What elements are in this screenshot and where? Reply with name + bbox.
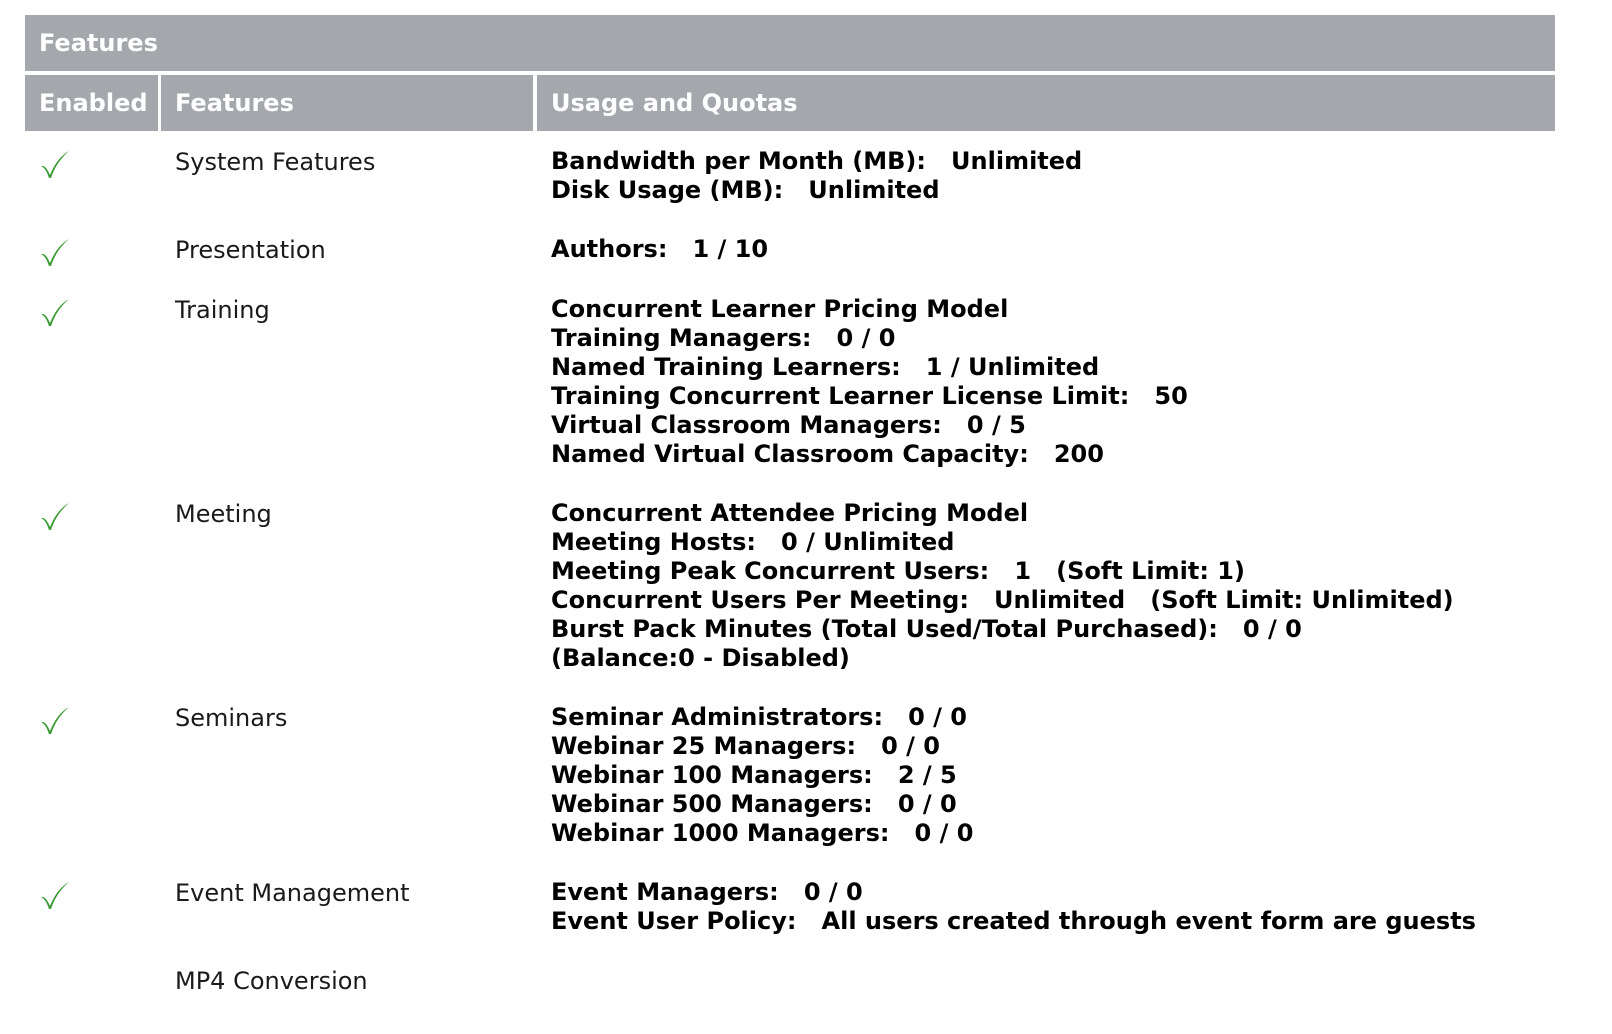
feature-name: Training xyxy=(175,296,270,324)
usage-line: Event Managers: 0 / 0 xyxy=(551,878,863,906)
usage-line: Seminar Administrators: 0 / 0 xyxy=(551,703,967,731)
usage-quotas xyxy=(551,295,1555,469)
checkmark-icon xyxy=(39,880,71,910)
feature-row xyxy=(25,966,1555,996)
usage-line: Burst Pack Minutes (Total Used/Total Purchased): 0 / 0 xyxy=(551,615,1302,643)
feature-name: System Features xyxy=(175,148,376,176)
feature-row xyxy=(25,235,1555,265)
usage-line: Concurrent Users Per Meeting: Unlimited (Soft Limit: Unlimited) xyxy=(551,586,1454,614)
feature-row xyxy=(25,703,1555,848)
usage-quotas xyxy=(551,235,1555,264)
checkmark-icon xyxy=(39,297,71,327)
checkmark-icon xyxy=(39,501,71,531)
usage-line: Concurrent Learner Pricing Model xyxy=(551,295,1009,323)
usage-line: Virtual Classroom Managers: 0 / 5 xyxy=(551,411,1026,439)
panel-title: Features xyxy=(25,15,1555,71)
usage-quotas xyxy=(551,703,1555,848)
feature-row xyxy=(25,147,1555,205)
feature-name: Meeting xyxy=(175,500,272,528)
feature-name: Presentation xyxy=(175,236,326,264)
enabled-cell xyxy=(25,703,175,733)
usage-line: Named Training Learners: 1 / Unlimited xyxy=(551,353,1100,381)
feature-row xyxy=(25,295,1555,469)
enabled-cell xyxy=(25,966,175,996)
column-header-enabled: Enabled xyxy=(25,75,158,131)
column-headers xyxy=(25,75,1555,131)
usage-line: Event User Policy: All users created through event form are guests xyxy=(551,907,1476,935)
usage-quotas xyxy=(551,878,1555,936)
usage-line: Bandwidth per Month (MB): Unlimited xyxy=(551,147,1083,175)
usage-line: Webinar 100 Managers: 2 / 5 xyxy=(551,761,957,789)
usage-line: Webinar 500 Managers: 0 / 0 xyxy=(551,790,957,818)
usage-line: Concurrent Attendee Pricing Model xyxy=(551,499,1029,527)
enabled-cell xyxy=(25,295,175,325)
feature-name: Seminars xyxy=(175,704,288,732)
column-header-usage: Usage and Quotas xyxy=(537,75,1555,131)
usage-quotas xyxy=(551,147,1555,205)
usage-line: Training Managers: 0 / 0 xyxy=(551,324,896,352)
feature-row xyxy=(25,878,1555,936)
enabled-cell xyxy=(25,499,175,529)
usage-line: Training Concurrent Learner License Limit: 50 xyxy=(551,382,1188,410)
enabled-cell xyxy=(25,147,175,177)
usage-quotas xyxy=(551,499,1555,673)
checkmark-icon xyxy=(39,705,71,735)
feature-row xyxy=(25,499,1555,673)
feature-name: Event Management xyxy=(175,879,410,907)
checkmark-icon xyxy=(39,237,71,267)
usage-line: Meeting Peak Concurrent Users: 1 (Soft Limit: 1) xyxy=(551,557,1245,585)
usage-line: Named Virtual Classroom Capacity: 200 xyxy=(551,440,1104,468)
usage-line: Disk Usage (MB): Unlimited xyxy=(551,176,940,204)
usage-line: Authors: 1 / 10 xyxy=(551,235,769,263)
feature-rows xyxy=(25,147,1555,996)
usage-line: (Balance:0 - Disabled) xyxy=(551,644,850,672)
enabled-cell xyxy=(25,235,175,265)
usage-line: Webinar 25 Managers: 0 / 0 xyxy=(551,732,941,760)
features-panel xyxy=(25,15,1555,996)
column-header-features: Features xyxy=(161,75,533,131)
usage-line: Webinar 1000 Managers: 0 / 0 xyxy=(551,819,974,847)
usage-line: Meeting Hosts: 0 / Unlimited xyxy=(551,528,955,556)
feature-name: MP4 Conversion xyxy=(175,967,368,995)
checkmark-icon xyxy=(39,149,71,179)
enabled-cell xyxy=(25,878,175,908)
